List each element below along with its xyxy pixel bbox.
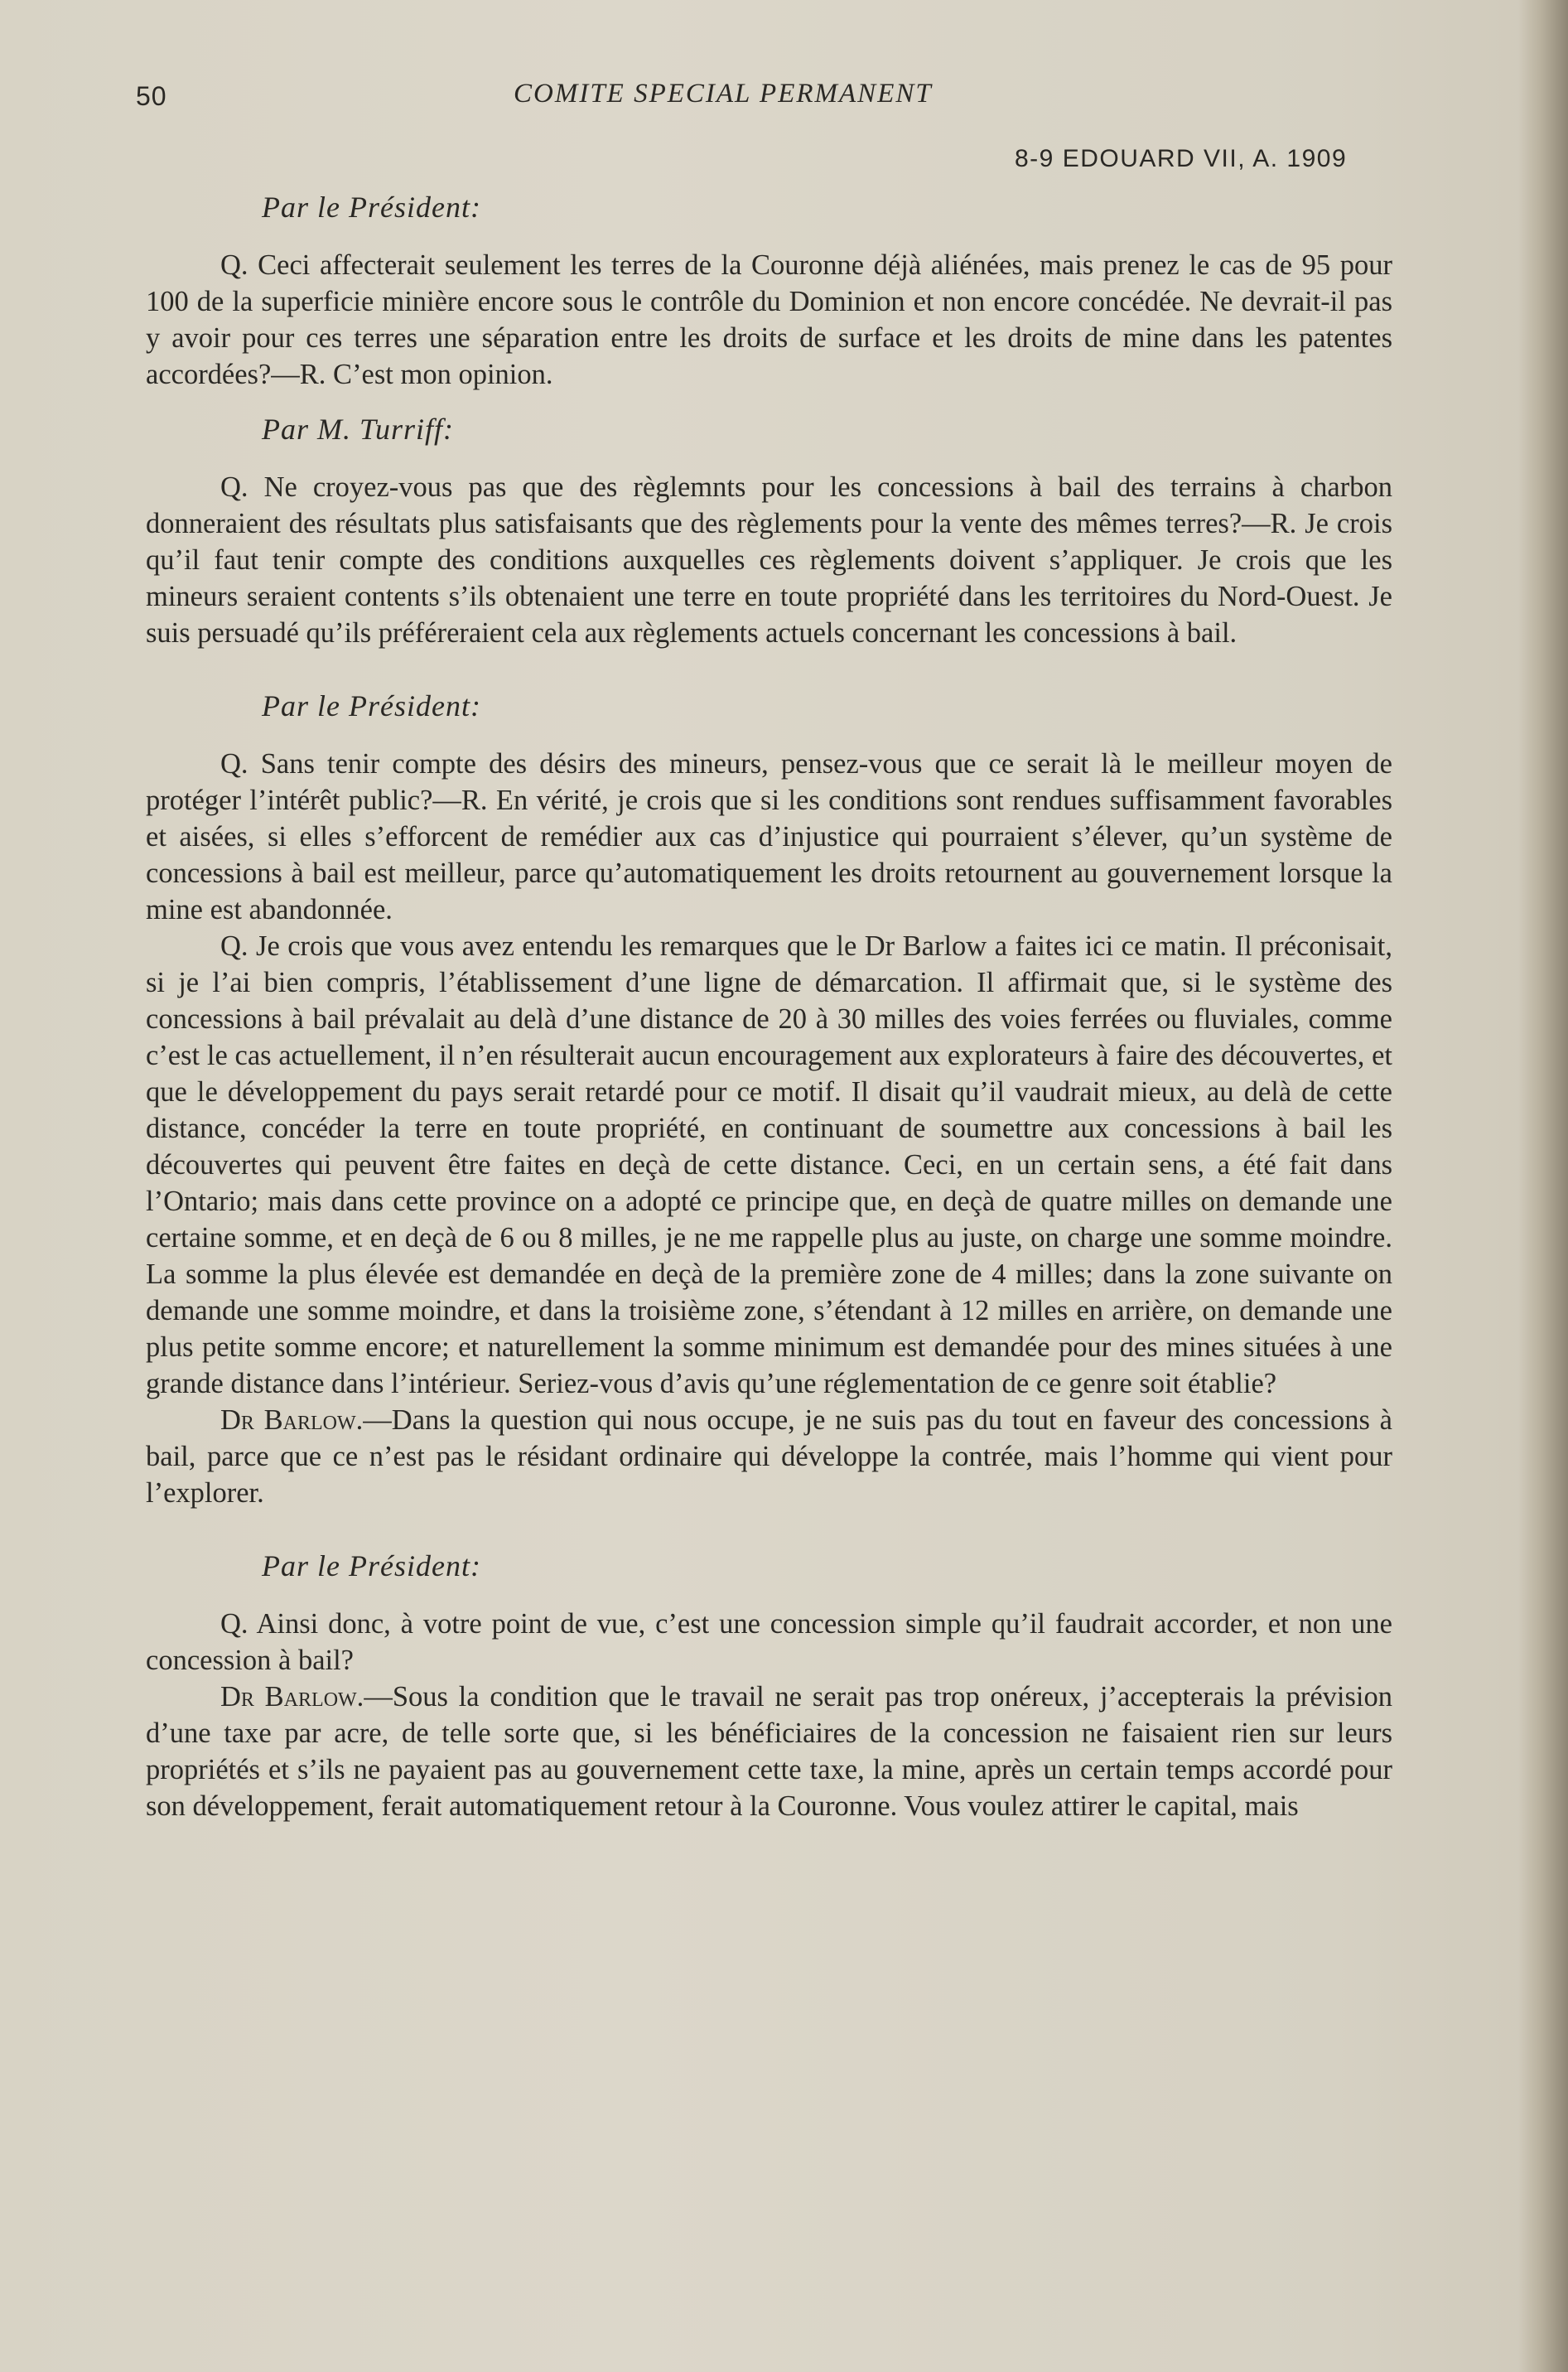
- page-edge-shadow: [1518, 0, 1568, 2372]
- paragraph: Q. Ainsi donc, à votre point de vue, c’est une concession simple qu’il faudrait accorder, et non une concession à bail?: [146, 1608, 1392, 1676]
- paragraph-barlow: [146, 1679, 1392, 1824]
- paragraph: Q. Sans tenir compte des désirs des mineurs, pensez-vous que ce serait là le meilleur moyen de protéger l’intérêt public?—R. En vérité, je crois que si les conditions sont rendues suffisamment favorables et aisées, si elles s’efforcent de remédier aux cas d’injustice qui pourraient s’élever, qu’un système de concessions à bail est meilleur, parce qu’automatiquement les droits retournent au gouvernement lorsque la mine est abandonnée.: [146, 748, 1392, 925]
- speaker-heading: Par le Président:: [262, 689, 481, 722]
- paragraph-barlow: [146, 1402, 1392, 1511]
- running-head: COMITE SPECIAL PERMANENT: [514, 79, 933, 109]
- paragraph-text: —Sous la condition que le travail ne serait pas trop onéreux, j’accepterais la prévision d’une taxe par acre, de telle sorte que, si les bénéficiaires de la concession ne faisaient rien sur leurs propriétés et s’ils ne payaient pas au gouvernement cette taxe, la mine, après un certain temps accordé pour son développement, ferait automatiquement retour à la Couronne. Vous voulez attirer le capital, mais: [146, 1681, 1392, 1822]
- speaker-heading: Par le Président:: [262, 1549, 481, 1582]
- page-number: 50: [136, 81, 167, 111]
- paragraph: Q. Ne croyez-vous pas que des règlemnts pour les concessions à bail des terrains à charbon donneraient des résultats plus satisfaisants que des règlements pour la vente des mêmes terres?—R. Je crois qu’il faut tenir compte des conditions auxquelles ces règlements doivent s’appliquer. Je crois que les mineurs seraient contents s’ils obtenaient une terre en toute propriété dans les territoires du Nord-Ouest. Je suis persuadé qu’ils préféreraient cela aux règlements actuels concernant les concessions à bail.: [146, 471, 1392, 649]
- speaker-name: Dr Barlow.: [220, 1681, 364, 1713]
- speaker-name: Dr Barlow.: [220, 1404, 364, 1436]
- speaker-heading: Par le Président:: [262, 191, 481, 224]
- session-reference: 8-9 EDOUARD VII, A. 1909: [1015, 145, 1348, 172]
- speaker-heading: Par M. Turriff:: [262, 413, 455, 446]
- paragraph-text: —Dans la question qui nous occupe, je ne suis pas du tout en faveur des concessions à bail, parce que ce n’est pas le résidant ordinaire qui développe la contrée, mais l’homme qui vient pour l’explorer.: [146, 1404, 1392, 1509]
- transcript-body: [146, 189, 1392, 1824]
- paragraph: Q. Je crois que vous avez entendu les remarques que le Dr Barlow a faites ici ce matin. Il préconisait, si je l’ai bien compris, l’établissement d’une ligne de démarcation. Il affirmait que, si le système des concessions à bail prévalait au delà d’une distance de 20 à 30 milles des voies ferrées ou fluviales, comme c’est le cas actuellement, il n’en résulterait aucun encouragement aux explorateurs à faire des découvertes, et que le développement du pays serait retardé pour ce motif. Il disait qu’il vaudrait mieux, au delà de cette distance, concéder la terre en toute propriété, en continuant de soumettre aux concessions à bail les découvertes qui peuvent être faites en deçà de cette distance. Ceci, en un certain sens, a été fait dans l’Ontario; mais dans cette province on a adopté ce principe que, en deçà de quatre milles on demande une certaine somme, et en deçà de 6 ou 8 milles, je ne me rappelle plus au juste, on charge une somme moindre. La somme la plus élevée est demandée en deçà de la première zone de 4 milles; dans la zone suivante on demande une somme moindre, et dans la troisième zone, s’étendant à 12 milles en arrière, on demande une plus petite somme encore; et naturellement la somme minimum est demandée pour des mines situées à une grande distance dans l’intérieur. Seriez-vous d’avis qu’une réglementation de ce genre soit établie?: [146, 930, 1392, 1399]
- paragraph: Q. Ceci affecterait seulement les terres de la Couronne déjà aliénées, mais prenez le cas de 95 pour 100 de la superficie minière encore sous le contrôle du Dominion et non encore concédée. Ne devrait-il pas y avoir pour ces terres une séparation entre les droits de surface et les droits de mine dans les patentes accordées?—R. C’est mon opinion.: [146, 249, 1392, 390]
